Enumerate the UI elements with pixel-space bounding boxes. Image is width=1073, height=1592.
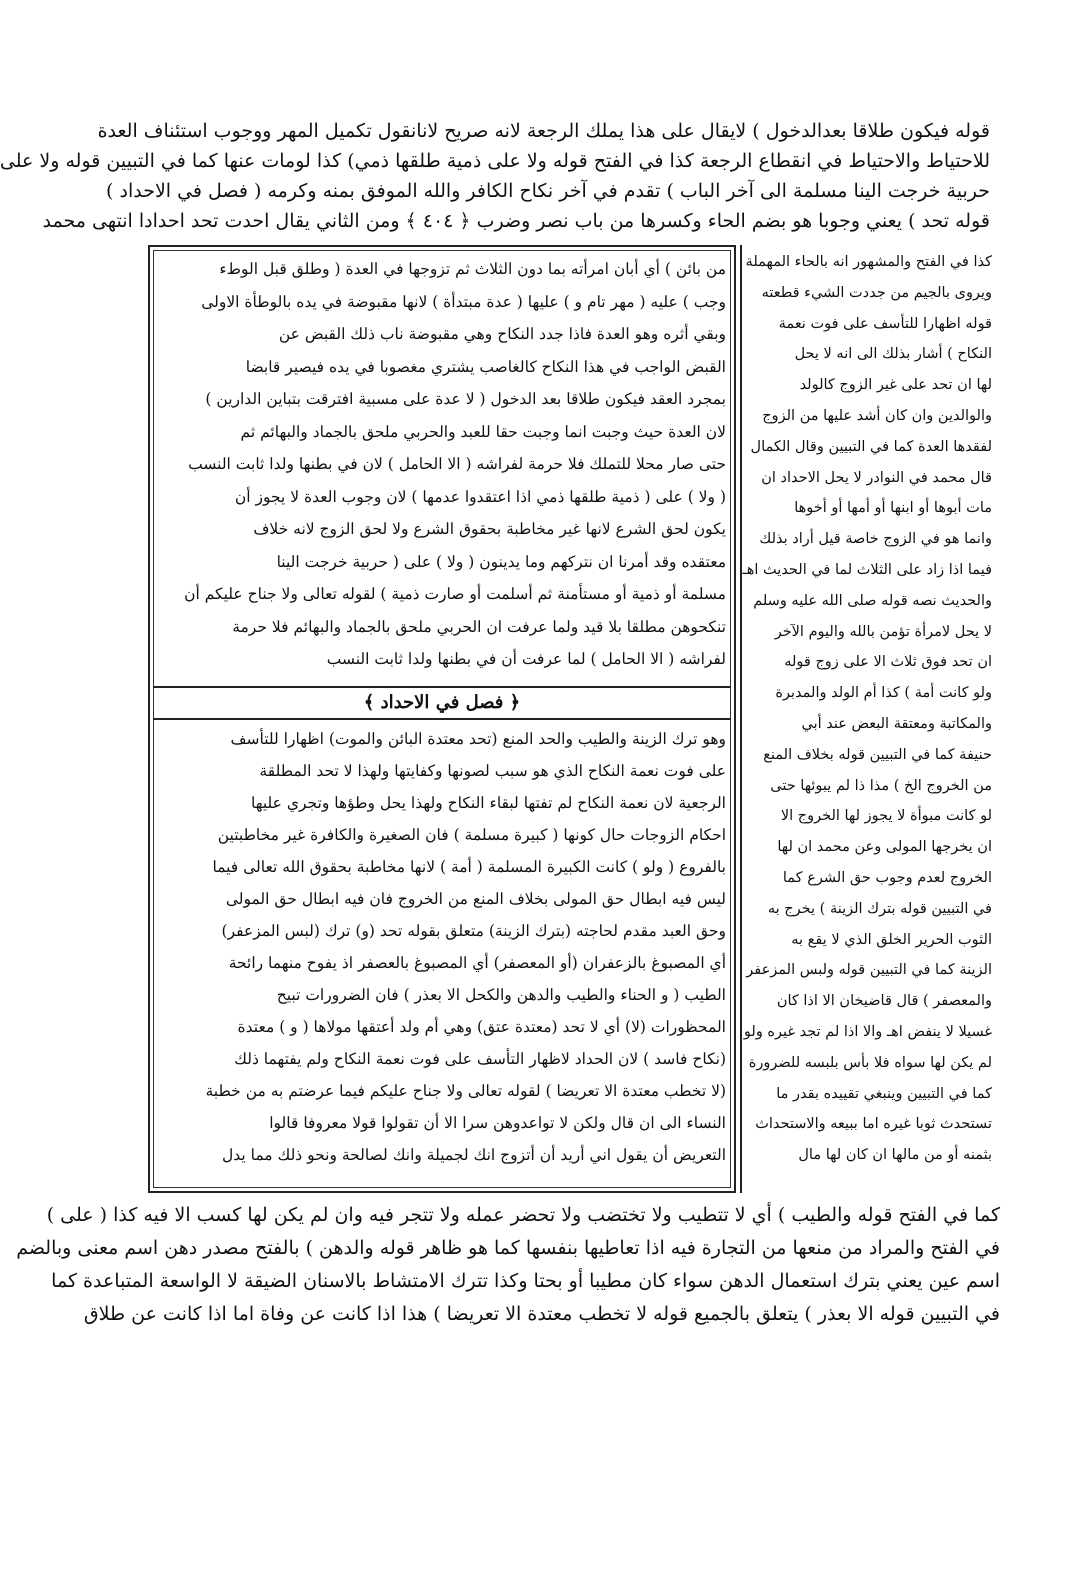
main-text-line: لان العدة حيث وجبت انما وجبت حقا للعبد والحربي ملحق بالجماد والبهائم ثم [240,422,726,441]
side-commentary-line: بثمنه أو من مالها ان كان لها مال [798,1147,992,1164]
main-text-line: لفراشه ( الا الحامل ) لما عرفت أن في بطنها ولدا ثابت النسب [326,650,726,668]
main-text-line: النساء الى ان قال ولكن لا تواعدوهن سرا الا أن تقولوا قولا معروفا قالوا [269,1114,726,1132]
side-commentary-line: الخروج لعدم وجوب حق الشرع كما [782,870,992,886]
commentary-line: قوله تحد ) يعني وجوبا هو بضم الحاء وكسرها من باب نصر وضرب ﴿ ٤٠٤ ﴾ ومن الثاني يقال احدت تحد احدادا انتهى محمد [42,210,990,232]
main-text-line: وبقي أثره وهو العدة فاذا جدد النكاح وهي مقبوضة ناب ذلك القبض عن [278,325,726,343]
main-text-line: التعريض أن يقول اني أريد أن أتزوج انك لجميلة وانك لصالحة ونحو ذلك مما يدل [221,1146,726,1164]
main-text-line: أي المصبوغ بالزعفران (أو المعصفر) أي المصبوغ بالعصفر اذ يفوح منهما رائحة [228,954,726,972]
main-text-line: وجب ) عليه ( مهر تام و ) عليها ( عدة مبتدأة ) لانها مقبوضة في يده بالوطأة الاولى [201,292,726,311]
main-text-line: تنكحوهن مطلقا بلا قيد ولما عرفت ان الحربي ملحق بالجماد والبهائم فلا حرمة [232,617,726,636]
main-text-line: القبض الواجب في هذا النكاح كالغاصب يشتري مغصوبا في يده فيصير قابضا [245,357,726,376]
side-commentary-line: حنيفة كما في التبيين قوله بخلاف المنع [763,746,992,763]
side-commentary-line: من الخروج الخ ) مذا ذا لم يبوئها حتى [770,777,992,794]
main-text-line: ليس فيه ابطال حق المولى بخلاف المنع من الخروج فان فيه ابطال حق المولى [225,890,726,908]
main-text-line: حتى صار محلا للتملك فلا حرمة لفراشه ( الا الحامل ) لان في بطنها ولدا ثابت النسب [188,455,726,473]
side-commentary-line: غسيلا لا ينفض اهـ والا اذا لم تجد غيره ولو [743,1024,992,1040]
main-text-line: معتقده وقد أمرنا ان نتركهم وما يدينون ( ولا ) على ( حربية خرجت الينا [276,552,726,571]
side-commentary-line: ولو كانت أمة ) كذا أم الولد والمدبرة [775,685,992,702]
main-text-line: يكون لحق الشرع لانها غير مخاطبة بحقوق الشرع ولا لحق الزوج لانه خلاف [253,520,726,538]
side-commentary-line: لا يحل لامرأة تؤمن بالله واليوم الآخر [774,623,992,640]
side-commentary-line: قوله اظهارا للتأسف على فوت نعمة [778,315,992,332]
side-commentary-line: ان يخرجها المولى وعن محمد ان لها [777,839,992,856]
section-heading: ﴿ فصل في الاحداد ﴾ [363,692,521,713]
column-separator [740,245,742,1193]
commentary-line: حربية خرجت الينا مسلمة الى آخر الباب ) تقدم في آخر نكاح الكافر والله الموفق بمنه وكرمه ( فصل في الاحداد ) [106,180,990,202]
main-text-line: بالفروع ( ولو ) كانت الكبيرة المسلمة ( أمة ) لانها مخاطبة بحقوق الله تعالى فيما [212,858,726,876]
commentary-line: في التبيين قوله الا بعذر ) يتعلق بالجميع قوله لا تخطب معتدة الا تعريضا ) هذا اذا كانت عن وفاة اما اذا كانت عن طلاق [83,1303,1000,1325]
heading-rule-top [153,686,731,688]
main-text-line: وهو ترك الزينة والطيب والحد المنع (تحد معتدة البائن والموت) اظهارا للتأسف [230,730,726,748]
main-text-line: احكام الزوجات حال كونها ( كبيرة مسلمة ) فان الصغيرة والكافرة غير مخاطبتين [217,826,726,844]
side-commentary-line: والوالدين وان كان أشد عليها من الزوج [762,408,992,424]
commentary-line: للاحتياط والاحتياط في انقطاع الرجعة كذا في الفتح قوله ولا على ذمية طلقها ذمي) كذا لومات عنها كما في التبيين قوله ولا على [0,150,990,172]
side-commentary-line: الزينة كما في التبيين قوله ولبس المزعفر [746,962,992,979]
side-commentary-line: لم يكن لها سواه فلا بأس بلبسه للضرورة [748,1054,992,1071]
side-commentary-line: لو كانت مبوأة لا يجوز لها الخروج الا [780,808,992,825]
main-text-line: من بائن ) أي أبان امرأته بما دون الثلاث ثم تزوجها في العدة ( وطلق قبل الوطء [219,260,726,278]
main-text-line: ( ولا ) على ( ذمية طلقها ذمي اذا اعتقدوا عدمها ) لان وجوب العدة لا يجوز أن [234,487,726,506]
side-commentary-line: والحديث نصه قوله صلى الله عليه وسلم [753,592,992,609]
side-commentary-line: النكاح ) أشار بذلك الى انه لا يحل [794,346,992,363]
side-commentary-line: مات أبوها أو ابنها أو أمها أو أخوها [794,500,992,517]
main-text-line: الرجعية لان نعمة النكاح لم تفتها لبقاء النكاح ولهذا يحل وطؤها وتجري عليها [250,794,726,812]
side-commentary-line: لها ان تحد على غير الزوج كالولد [799,377,992,394]
side-commentary-line: ان تحد فوق ثلاث الا على زوج قوله [784,654,992,671]
commentary-line: اسم عين يعني بترك استعمال الدهن سواء كان مطيبا أو بحتا وكذا تترك الامتشاط بالاسنان الضيقة لا الواسعة المتباعدة كما [51,1270,1000,1292]
side-commentary-line: والمكاتبة ومعتقة البعض عند أبي [801,716,992,732]
main-text-line: المحظورات (لا) أي لا تحد (معتدة عتق) وهي أم ولد أعتقها مولاها ( و ) معتدة [237,1018,726,1036]
side-commentary-line: الثوب الحرير الخلق الذي لا يقع به [791,931,992,948]
heading-rule-bottom [153,718,731,720]
main-text-line: على فوت نعمة النكاح الذي هو سبب لصونها وكفايتها ولهذا لا تحد المطلقة [259,762,726,780]
side-commentary-line: فيما اذا زاد على الثلاث لما في الحديث اهـ [742,562,992,578]
side-commentary-line: كذا في الفتح والمشهور انه بالحاء المهملة [745,254,992,270]
main-text-line: (لا تخطب معتدة الا تعريضا ) لقوله تعالى ولا جناح عليكم فيما عرضتم به من خطبة [205,1082,726,1100]
side-commentary-line: لفقدها العدة كما في التبيين وقال الكمال [750,438,992,455]
side-commentary-line: قال محمد في النوادر لا يحل الاحداد ان [761,469,992,486]
side-commentary-line: في التبيين قوله بترك الزينة ) يخرج به [767,900,992,917]
side-commentary-line: ويروى بالجيم من جددت الشيء قطعته [761,284,992,301]
side-commentary-line: والمعصفر ) قال قاضيخان الا اذا كان [776,993,992,1010]
commentary-line: قوله فيكون طلاقا بعدالدخول ) لايقال على هذا يملك الرجعة لانه صريح لانانقول تكميل المهر ووجوب استئناف العدة [97,120,990,142]
side-commentary-line: تستحدث ثوبا غيره اما ببيعه والاستحداث [755,1116,992,1133]
main-text-line: وحق العبد مقدم لحاجته (بترك الزينة) متعلق بقوله تحد (و) ترك (لبس المزعفر) [221,922,726,940]
commentary-line: كما في الفتح قوله والطيب ) أي لا تتطيب ولا تختضب ولا تحضر عمله ولا تتجر فيه وان لم يكن لها كسب الا فيه كذا ( على ) [46,1204,1000,1226]
main-text-line: (نكاح فاسد ) لان الحداد لاظهار التأسف على فوت نعمة النكاح ولم يفتهما ذلك [234,1050,726,1068]
side-commentary-line: وانما هو في الزوج خاصة قيل أراد بذلك [759,531,992,548]
commentary-line: في الفتح والمراد من منعها من التجارة فيه اذا تعاطيها بنفسها كما هو ظاهر قوله والدهن ) بالفتح مصدر دهن اسم معنى وبالضم [16,1237,1000,1259]
main-text-line: بمجرد العقد فيكون طلاقا بعد الدخول ( لا عدة على مسبية افترقت بتباين الدارين ) [205,390,726,408]
side-commentary-line: كما في التبيين وينبغي تقييده بقدر ما [776,1085,992,1102]
main-text-line: مسلمة أو ذمية أو مستأمنة ثم أسلمت أو صارت ذمية ) لقوله تعالى ولا جناح عليكم أن [184,585,726,603]
main-text-line: الطيب ( و الحناء والطيب والدهن والكحل الا بعذر ) فان الضرورات تبيح [276,986,726,1004]
